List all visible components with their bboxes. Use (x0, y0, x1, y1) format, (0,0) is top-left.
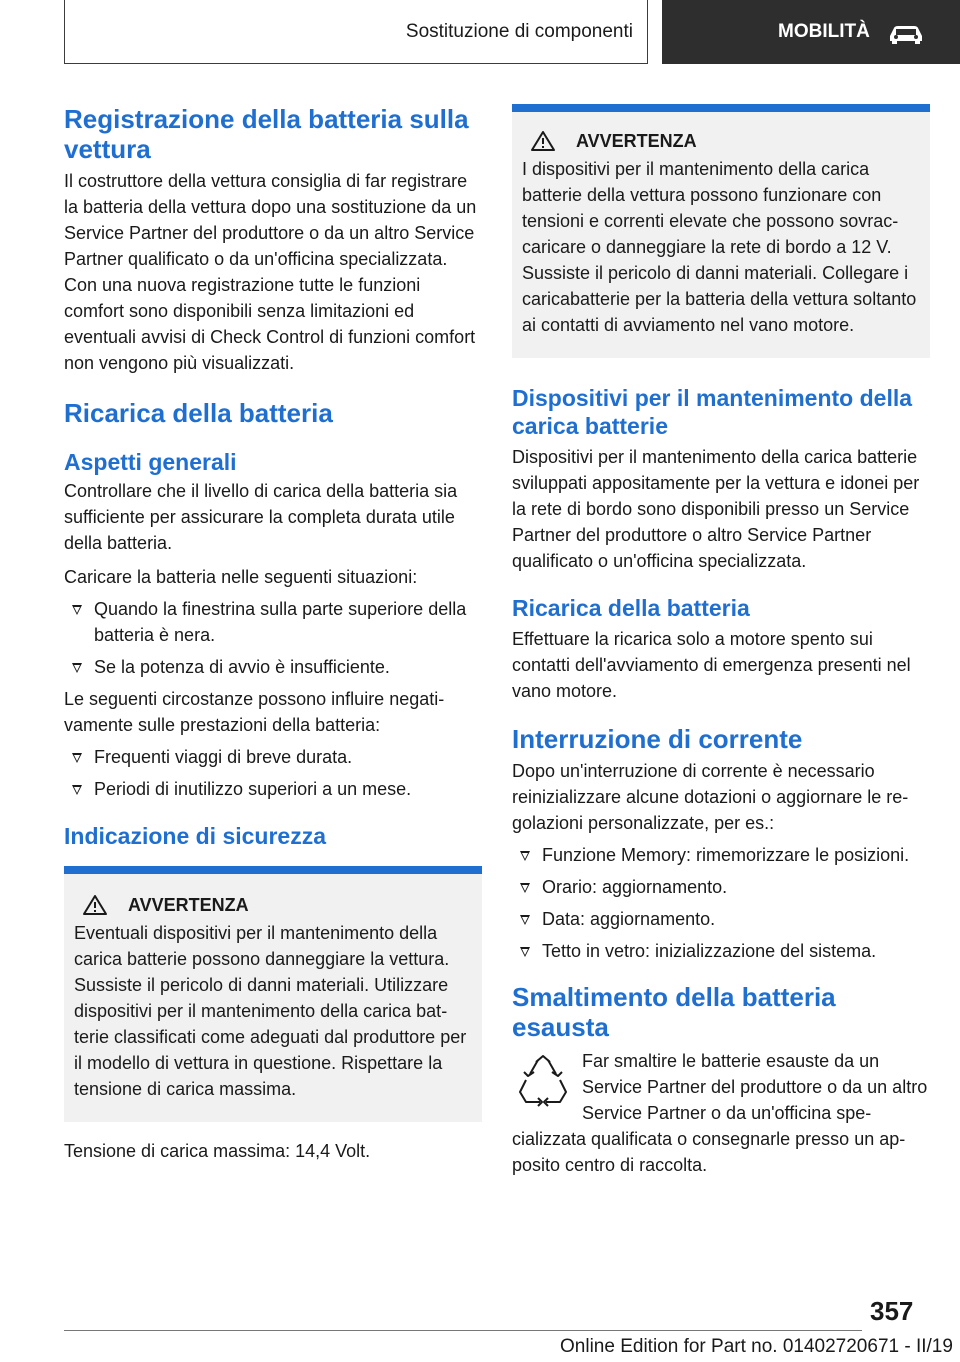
recycle-icon (514, 1052, 572, 1110)
smaltimento-block (512, 1048, 930, 1178)
left-column (64, 100, 482, 1164)
warning-box (64, 866, 482, 1122)
list-item: Periodi di inutilizzo superiori a un mese. (64, 776, 482, 802)
interruzione-list (512, 842, 930, 964)
edition-label: Online Edition for Part no. 01402720671 - II/19 (560, 1336, 953, 1357)
interruzione-title: Interruzione di corrente (512, 724, 803, 754)
list-item: Tetto in vetro: inizializzazione del sistema. (512, 938, 930, 964)
bullet-triangle-icon (520, 851, 530, 861)
ricarica-title: Ricarica della batteria (64, 398, 333, 428)
warning-title: AVVERTENZA (128, 894, 249, 915)
warning-triangle-icon (82, 894, 108, 916)
section-header (64, 0, 648, 64)
ricarica-title: Ricarica della batteria (512, 595, 750, 621)
bullet-triangle-icon (72, 785, 82, 795)
dispositivi-title: Dispositivi per il mantenimento della carica batterie (512, 385, 913, 439)
warning-title: AVVERTENZA (576, 130, 697, 151)
interruzione-text: Dopo un'interruzione di corrente è necessario reinizializzare alcune dotazioni o aggiornare le regolazioni personalizzate, per es.: (512, 761, 909, 833)
right-column (512, 104, 930, 1178)
warning-text: I dispositivi per il mantenimento della carica batterie della vettura possono funzionare con tensioni e correnti elevate che possono sovraccaricare o danneggiare la rete di bordo a 12 V. Sussiste il pericolo di danni materiali. Collegare i caricabatterie per la batteria della vettura soltanto ai contatti di avviamento nel vano motore. (522, 159, 917, 335)
list-item: Frequenti viaggi di breve durata. (64, 744, 482, 770)
smaltimento-title: Smaltimento della batteria esausta (512, 982, 836, 1042)
sicurezza-title: Indicazione di sicurezza (64, 823, 327, 849)
list-item: Orario: aggiornamento. (512, 874, 930, 900)
list-item: Funzione Memory: rimemorizzare le posizioni. (512, 842, 930, 868)
bullet-triangle-icon (520, 915, 530, 925)
circostanze-text: Le seguenti circostanze possono influire negativamente sulle prestazioni della batteria: (64, 689, 445, 735)
warning-box (512, 104, 930, 358)
circostanze-list (64, 744, 482, 802)
caricare-list (64, 596, 482, 680)
warning-text: Eventuali dispositivi per il mantenimento della carica batterie possono danneggiare la vettura. Sussiste il pericolo di danni materiali. Utilizzare dispositivi per il mantenimento della carica batterie classificati come adeguati dal produttore per il modello di vettura in questione. Rispettare la tensione di carica massima. (74, 923, 467, 1099)
list-item: Quando la finestrina sulla parte superiore della batteria è nera. (64, 596, 482, 648)
registrazione-text: Il costruttore della vettura consiglia di far registrare la batteria della vettura dopo una sostituzione da un Service Partner del produttore o da un altro Service Partner qualificato o da un'officina specializzata. Con una nuova registrazione tutte le funzioni comfort sono disponibili senza limitazioni ed eventuali avvisi di Check Control di funzioni comfort non vengono più visualizzati. (64, 171, 477, 373)
bullet-triangle-icon (520, 883, 530, 893)
ricarica-text: Effettuare la ricarica solo a motore spento sui contatti dell'avviamento di emergenza presenti nel vano motore. (512, 629, 911, 701)
aspetti-title: Aspetti generali (64, 449, 237, 475)
section-label: Sostituzione di componenti (405, 20, 633, 42)
aspetti-text: Controllare che il livello di carica della batteria sia sufficiente per assicurare la completa durata utile della batteria. (64, 481, 458, 553)
bullet-triangle-icon (520, 947, 530, 957)
warning-triangle-icon (530, 130, 556, 152)
smaltimento-text: Far smaltire le batterie esauste da un Service Partner del produttore o da un altro Service Partner o da un'officina specializzata qualificata o consegnarle presso un apposito centro di raccolta. (512, 1051, 928, 1175)
bullet-triangle-icon (72, 753, 82, 763)
tensione-text: Tensione di carica massima: 14,4 Volt. (64, 1141, 371, 1161)
warning-header (74, 894, 472, 916)
warning-header (522, 130, 920, 152)
list-item: Data: aggiornamento. (512, 906, 930, 932)
footer-divider (64, 1330, 862, 1331)
bullet-triangle-icon (72, 605, 82, 615)
car-icon (886, 24, 926, 44)
bullet-triangle-icon (72, 663, 82, 673)
page-number: 357 (870, 1296, 914, 1326)
dispositivi-text: Dispositivi per il mantenimento della carica batterie sviluppati appositamente per la vettura e idonei per la rete di bordo sono disponibili presso un Service Partner del produttore o altro Service Partner qualificato o un'officina specializzata. (512, 447, 920, 571)
list-item: Se la potenza di avvio è insufficiente. (64, 654, 482, 680)
registrazione-title: Registrazione della batteria sulla vettura (64, 104, 469, 164)
chapter-label: MOBILITÀ (778, 21, 870, 42)
caricare-text: Caricare la batteria nelle seguenti situazioni: (64, 567, 418, 587)
